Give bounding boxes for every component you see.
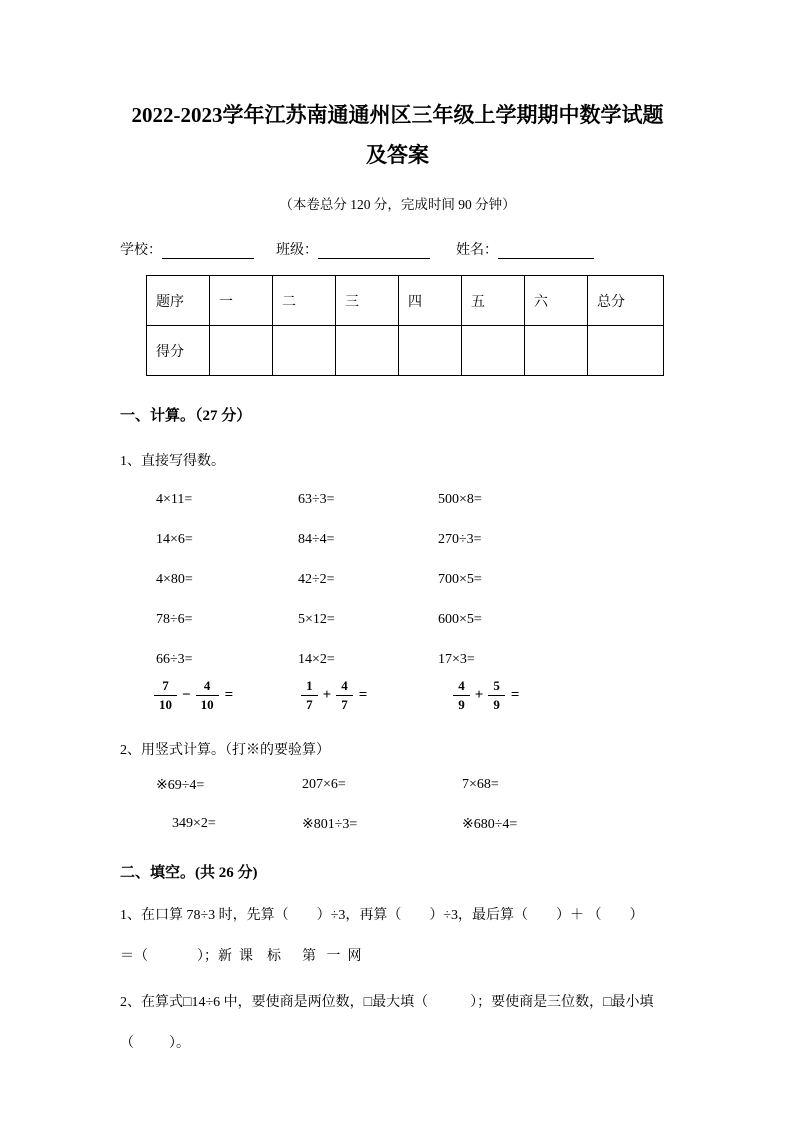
fraction <box>488 678 505 714</box>
vertical-problem: 7×68= <box>462 776 499 792</box>
fraction-numerator: 4 <box>458 678 465 693</box>
fraction-problem-2 <box>301 678 367 714</box>
calc-problem: 600×5= <box>438 612 482 627</box>
calc-problem: 4×80= <box>156 572 193 587</box>
fraction <box>154 678 177 714</box>
fraction-numerator: 1 <box>306 678 313 693</box>
fill-question2-line2: （ ）。 <box>120 1035 190 1051</box>
fraction-numerator: 5 <box>493 678 500 693</box>
score-empty-cell[interactable] <box>336 326 399 376</box>
vertical-problem: 207×6= <box>302 776 346 792</box>
section1-heading: 一、计算。（27 分） <box>120 408 252 424</box>
fraction-operator: + <box>322 687 332 704</box>
score-header-cell: 六 <box>525 276 588 326</box>
score-header-cell: 五 <box>462 276 525 326</box>
score-row-label: 得分 <box>147 326 210 376</box>
page-title <box>120 95 675 175</box>
calc-problem: 4×11= <box>156 492 193 507</box>
fraction-denominator: 9 <box>453 695 470 713</box>
school-label: 学校： <box>120 243 162 258</box>
calc-problem: 700×5= <box>438 572 482 587</box>
score-empty-cell[interactable] <box>273 326 336 376</box>
vertical-calculation-grid <box>156 777 675 833</box>
vertical-problem: ※801÷3= <box>302 816 358 832</box>
fraction-operator: + <box>474 687 484 704</box>
fraction-denominator: 7 <box>336 695 353 713</box>
fraction-denominator: 9 <box>488 695 505 713</box>
calc-problem: 42÷2= <box>298 572 335 587</box>
title-line-2: 及答案 <box>366 143 429 167</box>
oral-calculation-grid <box>156 492 675 668</box>
class-label: 班级： <box>276 243 318 258</box>
calc-problem: 78÷6= <box>156 612 193 627</box>
score-empty-cell[interactable] <box>399 326 462 376</box>
fraction-denominator: 10 <box>154 695 177 713</box>
fraction-numerator: 4 <box>341 678 348 693</box>
fraction-numerator: 4 <box>203 678 211 693</box>
calc-problem: 84÷4= <box>298 532 335 547</box>
vertical-problem: 349×2= <box>172 815 216 831</box>
score-empty-cell[interactable] <box>210 326 273 376</box>
fraction <box>336 678 353 714</box>
fraction-equals: = <box>224 687 234 704</box>
calc-problem: 14×2= <box>298 652 335 667</box>
fraction <box>453 678 470 714</box>
name-label: 姓名： <box>456 243 498 258</box>
calc-problem: 17×3= <box>438 652 475 667</box>
fill-question1-line1: 1、在口算 78÷3 时，先算（ ）÷3，再算（ ）÷3，最后算（ ）＋ （ ） <box>120 907 644 923</box>
fraction-equals: = <box>358 687 368 704</box>
vertical-problem: ※69÷4= <box>156 777 205 793</box>
fraction-problems-row <box>154 678 675 714</box>
section1-sub1-heading: 1、直接写得数。 <box>120 454 225 469</box>
student-info-line <box>120 239 675 259</box>
fill-question1-line2: ＝（ ）；新 课 标 第 一 网 <box>120 948 362 964</box>
school-blank-field[interactable] <box>162 242 254 259</box>
fraction-problem-3 <box>453 678 519 714</box>
score-table-score-row <box>147 326 664 376</box>
calc-problem: 14×6= <box>156 532 193 547</box>
fraction-denominator: 7 <box>301 695 318 713</box>
score-header-cell-total: 总分 <box>588 276 664 326</box>
score-header-cell: 四 <box>399 276 462 326</box>
section2-heading: 二、填空。(共 26 分) <box>120 864 258 881</box>
fraction-operator: − <box>182 687 191 704</box>
score-table-header-row <box>147 276 664 326</box>
score-empty-cell[interactable] <box>588 326 664 376</box>
fraction <box>196 678 219 714</box>
score-empty-cell[interactable] <box>525 326 588 376</box>
section1-sub2-heading: 2、用竖式计算。（打※的要验算） <box>120 742 330 758</box>
score-header-cell: 二 <box>273 276 336 326</box>
calc-problem: 5×12= <box>298 612 335 627</box>
fraction-problem-1 <box>154 678 233 714</box>
fraction-denominator: 10 <box>196 695 219 713</box>
fraction <box>301 678 318 714</box>
calc-problem: 500×8= <box>438 492 482 507</box>
score-table <box>146 275 664 376</box>
title-line-1: 2022-2023学年江苏南通通州区三年级上学期期中数学试题 <box>131 103 664 127</box>
exam-subtitle: （本卷总分 120 分，完成时间 90 分钟） <box>279 197 516 212</box>
fraction-equals: = <box>510 687 520 704</box>
score-header-cell: 三 <box>336 276 399 326</box>
calc-problem: 66÷3= <box>156 652 193 667</box>
score-header-cell: 题序 <box>147 276 210 326</box>
class-blank-field[interactable] <box>318 242 430 259</box>
calc-problem: 63÷3= <box>298 492 335 507</box>
name-blank-field[interactable] <box>498 242 594 259</box>
fill-question2-line1: 2、在算式□14÷6 中，要使商是两位数，□最大填（ ）；要使商是三位数，□最小填 <box>120 994 654 1010</box>
score-empty-cell[interactable] <box>462 326 525 376</box>
score-header-cell: 一 <box>210 276 273 326</box>
fraction-numerator: 7 <box>162 678 169 693</box>
vertical-problem: ※680÷4= <box>462 816 518 832</box>
calc-problem: 270÷3= <box>438 532 482 547</box>
